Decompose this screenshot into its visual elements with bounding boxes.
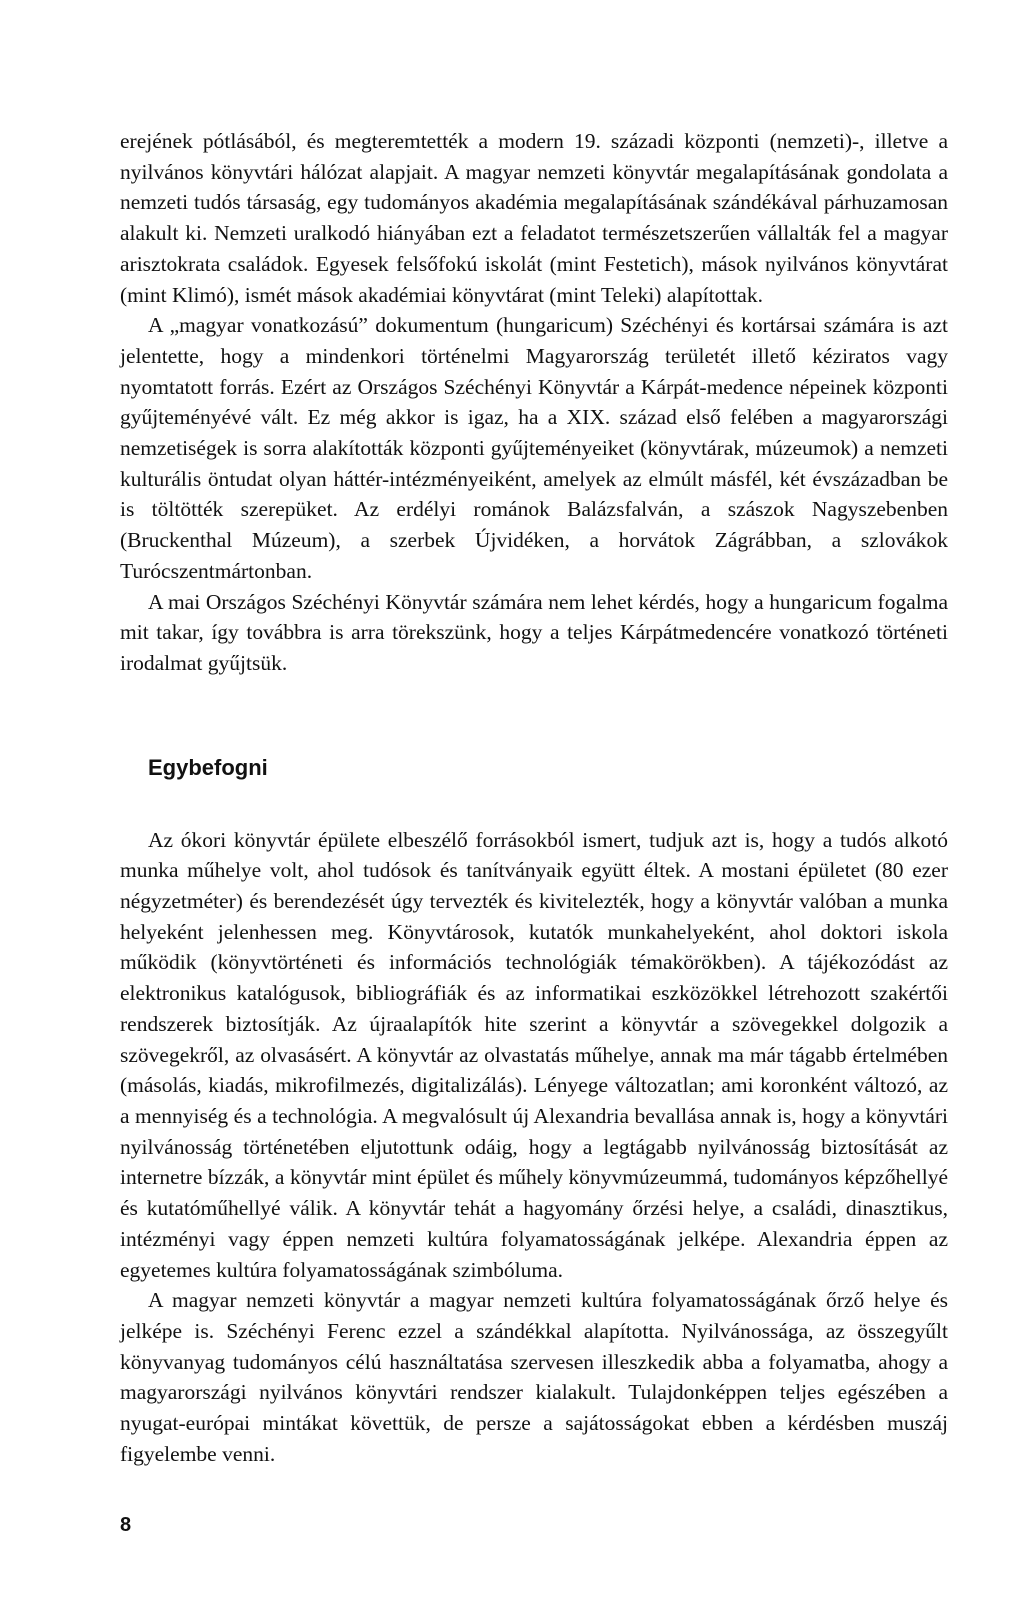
paragraph-4: Az ókori könyvtár épülete elbeszélő forrásokból ismert, tudjuk azt is, hogy a tudós alkotó munka műhelye volt, ahol tudósok és tanítványaik együtt éltek. A mostani épületet (80 ezer négyzetméter) és berendezését úgy tervezték és kivitelezték, hogy a könyvtár valóban a munka helyeként jelenhessen meg. Könyvtárosok, kutatók munkahelyeként, ahol doktori iskola működik (könyvtörténeti és információs technológiák témakörökben). A tájékozódást az elektronikus katalógusok, bibliográfiák és az informatikai eszközökkel létrehozott szakértői rendszerek biztosítják. Az újraalapítók hite szerint a könyvtár a szövegekkel dolgozik a szövegekről, az olvasásért. A könyvtár az olvastatás műhelye, annak ma már tágabb értelmében (másolás, kiadás, mikrofilmezés, digitalizálás). Lényege változatlan; ami koronként változó, az a mennyiség és a technológia. A megvalósult új Alexandria bevallása annak is, hogy a könyvtári nyilvánosság történetében eljutottunk odáig, hogy a legtágabb nyilvánosság biztosítását az internetre bízzák, a könyvtár mint épület és műhely könyvmúzeummá, tudományos képzőhellyé és kutatóműhellyé válik. A könyvtár tehát a hagyomány őrzési helye, a családi, dinasztikus, intézményi vagy éppen nemzeti kultúra folyamatosságának jelképe. Alexandria éppen az egyetemes kultúra folyamatosságának szimbóluma. (120, 827, 948, 1282)
section-egybefogni (120, 825, 948, 1470)
paragraph-5: A magyar nemzeti könyvtár a magyar nemzeti kultúra folyamatosságának őrző helye és jelképe is. Széchényi Ferenc ezzel a szándékkal alapította. Nyilvánossága, az összegyűlt könyvanyag tudományos célú használtatása szervesen illeszkedik abba a folyamatba, ahogy a magyarországi nyilvános könyvtári rendszer kialakult. Tulajdonképpen teljes egészében a nyugat-európai mintákat követtük, de persze a sajátosságokat ebben a kérdésben muszáj figyelembe venni. (120, 1288, 948, 1466)
paragraph-3: A mai Országos Széchényi Könyvtár számára nem lehet kérdés, hogy a hungaricum fogalma mit takar, így továbbra is arra törekszünk, hogy a teljes Kárpátmedencére vonatkozó történeti irodalmat gyűjtsük. (120, 589, 948, 675)
page-body (120, 126, 948, 1469)
paragraph-1: erejének pótlásából, és megteremtették a modern 19. századi központi (nemzeti)-, illetve a nyilvános könyvtári hálózat alapjait. A magyar nemzeti könyvtár megalapításának gondolata a nemzeti tudós társaság, egy tudományos akadémia megalapításának szándékával párhuzamosan alakult ki. Nemzeti uralkodó hiányában ezt a feladatot természetszerűen vállalták fel a magyar arisztokrata családok. Egyesek felsőfokú iskolát (mint Festetich), mások nyilvános könyvtárat (mint Klimó), ismét mások akadémiai könyvtárat (mint Teleki) alapítottak. (120, 129, 948, 307)
page-number: 8 (120, 1514, 132, 1536)
section-intro (120, 126, 948, 679)
paragraph-2: A „magyar vonatkozású” dokumentum (hungaricum) Széchényi és kortársai számára is azt jelentette, hogy a mindenkori történelmi Magyarország területét illető kéziratos vagy nyomtatott forrás. Ezért az Országos Széchényi Könyvtár a Kárpát-medence népeinek központi gyűjteményévé vált. Ez még akkor is igaz, ha a XIX. század első felében a magyarországi nemzetiségek is sorra alakították központi gyűjteményeiket (könyvtárak, múzeumok) a nemzeti kulturális öntudat olyan háttér-intézményeiként, amelyek az elmúlt másfél, két évszázadban be is töltötték szerepüket. Az erdélyi románok Balázsfalván, a szászok Nagyszebenben (Bruckenthal Múzeum), a szerbek Újvidéken, a horvátok Zágrábban, a szlovákok Turócszentmártonban. (120, 313, 948, 583)
section-heading: Egybefogni (148, 754, 268, 780)
